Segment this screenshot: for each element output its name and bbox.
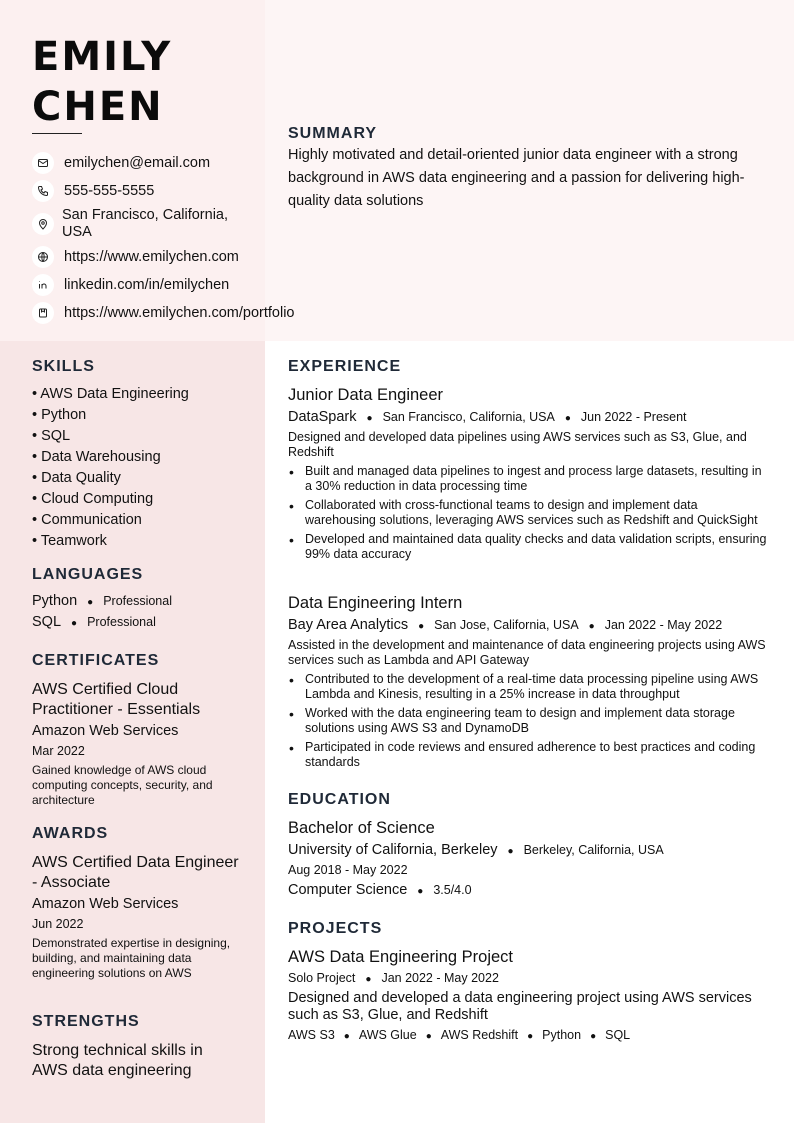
job-title: Junior Data Engineer <box>288 386 444 404</box>
award-date: Jun 2022 <box>32 917 84 931</box>
project-meta <box>288 971 499 985</box>
contact-phone[interactable] <box>32 180 154 202</box>
separator-dot: ● <box>343 1031 350 1042</box>
location-pin-icon <box>32 213 54 235</box>
job-dates: Jun 2022 - Present <box>580 410 687 424</box>
summary-text: Highly motivated and detail-oriented junior data engineer with a strong background in AWS data engineering and a passion for delivering high-quality data solutions <box>288 147 745 209</box>
job-company: Bay Area Analytics <box>288 617 409 633</box>
education-school: University of California, Berkeley <box>288 842 498 858</box>
list-item: • Data Quality <box>32 470 121 486</box>
list-item: • Collaborated with cross-functional teams to design and implement data warehousing solutions, leveraging AWS services such as Redshift and QuickSight <box>288 498 768 528</box>
job-bullets <box>288 672 768 774</box>
separator-dot: ● <box>507 846 514 857</box>
education-degree: Bachelor of Science <box>288 819 435 837</box>
language-row <box>32 614 156 630</box>
project-type: Solo Project <box>288 971 356 985</box>
separator-dot: ● <box>527 1031 534 1042</box>
project-title: AWS Data Engineering Project <box>288 948 513 966</box>
job-summary: Designed and developed data pipelines using AWS services such as S3, Glue, and Redshift <box>288 430 747 459</box>
list-item: • Participated in code reviews and ensured adherence to best practices and coding standards <box>288 740 768 770</box>
separator-dot: ● <box>418 621 425 632</box>
job-title: Data Engineering Intern <box>288 594 463 612</box>
contact-location <box>32 207 247 241</box>
awards-heading: AWARDS <box>32 825 109 842</box>
list-item: • Built and managed data pipelines to ingest and process large datasets, resulting in a 30% reduction in data processing time <box>288 464 768 494</box>
education-field: Computer Science <box>288 882 408 898</box>
job-location: San Francisco, California, USA <box>382 410 555 424</box>
job-summary: Assisted in the development and maintenance of data engineering projects using AWS services such as Lambda and API Gateway <box>288 638 766 667</box>
project-dates: Jan 2022 - May 2022 <box>381 971 499 985</box>
list-item: • Communication <box>32 512 142 528</box>
language-row <box>32 593 172 609</box>
certificates-heading: CERTIFICATES <box>32 652 160 669</box>
contact-phone-text: 555-555-5555 <box>64 183 155 199</box>
contact-email[interactable] <box>32 152 210 174</box>
separator-dot: ● <box>425 1031 432 1042</box>
tech-item: SQL <box>605 1028 631 1042</box>
languages-heading: LANGUAGES <box>32 566 144 583</box>
certificate-date: Mar 2022 <box>32 744 85 758</box>
phone-icon <box>32 180 54 202</box>
list-item: • Data Warehousing <box>32 449 161 465</box>
globe-icon <box>32 246 54 268</box>
job-meta <box>288 617 722 633</box>
award-title: AWS Certified Data Engineer - Associate <box>32 854 239 891</box>
strength-text: Strong technical skills in AWS data engineering <box>32 1042 203 1079</box>
education-dates-row <box>288 863 408 877</box>
tech-item: AWS Redshift <box>440 1028 519 1042</box>
contact-linkedin-text: linkedin.com/in/emilychen <box>64 277 230 293</box>
last-name: CHEN <box>32 84 164 130</box>
contact-website-text: https://www.emilychen.com <box>64 249 239 265</box>
separator-dot: ● <box>365 974 372 985</box>
award-description: Demonstrated expertise in designing, building, and maintaining data engineering solutions on AWS <box>32 936 231 980</box>
contact-location-text: San Francisco, California, USA <box>62 207 229 240</box>
separator-dot: ● <box>71 618 78 629</box>
first-name: EMILY <box>32 34 173 80</box>
education-gpa: 3.5/4.0 <box>433 883 472 897</box>
separator-dot: ● <box>417 886 424 897</box>
experience-heading: EXPERIENCE <box>288 358 402 375</box>
job-location: San Jose, California, USA <box>434 618 579 632</box>
certificate-title: AWS Certified Cloud Practitioner - Essentials <box>32 681 201 718</box>
list-item: • AWS Data Engineering <box>32 386 189 402</box>
language-name: Python <box>32 593 78 609</box>
portfolio-icon <box>32 302 54 324</box>
language-level: Professional <box>103 594 172 608</box>
list-item: • Developed and maintained data quality checks and data validation scripts, ensuring 99% data accuracy <box>288 532 768 562</box>
skills-list <box>32 384 189 552</box>
list-item: • Cloud Computing <box>32 491 154 507</box>
separator-dot: ● <box>87 597 94 608</box>
candidate-name <box>32 32 172 132</box>
certificate-description: Gained knowledge of AWS cloud computing concepts, security, and architecture <box>32 763 213 807</box>
job-bullets <box>288 464 768 566</box>
award-issuer: Amazon Web Services <box>32 896 179 912</box>
education-dates: Aug 2018 - May 2022 <box>288 863 408 877</box>
linkedin-icon <box>32 274 54 296</box>
list-item: • Teamwork <box>32 533 107 549</box>
separator-dot: ● <box>590 1031 597 1042</box>
tech-item: AWS Glue <box>358 1028 417 1042</box>
contact-portfolio-text: https://www.emilychen.com/portfolio <box>64 305 295 321</box>
name-divider <box>32 133 82 134</box>
separator-dot: ● <box>366 413 373 424</box>
project-description: Designed and developed a data engineering project using AWS services such as S3, Glue, and Redshift <box>288 990 752 1023</box>
contact-website[interactable] <box>32 246 239 268</box>
job-dates: Jan 2022 - May 2022 <box>604 618 723 632</box>
education-heading: EDUCATION <box>288 791 391 808</box>
list-item: • Contributed to the development of a real-time data processing pipeline using AWS Lambda and Kinesis, resulting in a 25% increase in data throughput <box>288 672 768 702</box>
separator-dot: ● <box>564 413 571 424</box>
list-item: • Worked with the data engineering team to design and implement data storage solutions using AWS S3 and DynamoDB <box>288 706 768 736</box>
skills-heading: SKILLS <box>32 358 95 375</box>
contact-linkedin[interactable] <box>32 274 229 296</box>
projects-heading: PROJECTS <box>288 920 383 937</box>
language-name: SQL <box>32 614 62 630</box>
certificate-issuer: Amazon Web Services <box>32 723 179 739</box>
education-location: Berkeley, California, USA <box>523 843 664 857</box>
list-item: • Python <box>32 407 87 423</box>
tech-item: Python <box>542 1028 582 1042</box>
contact-email-text: emilychen@email.com <box>64 155 211 171</box>
language-level: Professional <box>87 615 156 629</box>
strengths-heading: STRENGTHS <box>32 1013 140 1030</box>
job-company: DataSpark <box>288 409 357 425</box>
contact-portfolio[interactable] <box>32 302 294 324</box>
tech-item: AWS S3 <box>288 1028 335 1042</box>
project-tech-list <box>288 1028 630 1042</box>
education-field-row <box>288 882 472 898</box>
education-meta <box>288 842 664 858</box>
job-meta <box>288 409 687 425</box>
summary-heading: SUMMARY <box>288 125 378 142</box>
mail-icon <box>32 152 54 174</box>
list-item: • SQL <box>32 428 71 444</box>
separator-dot: ● <box>588 621 595 632</box>
